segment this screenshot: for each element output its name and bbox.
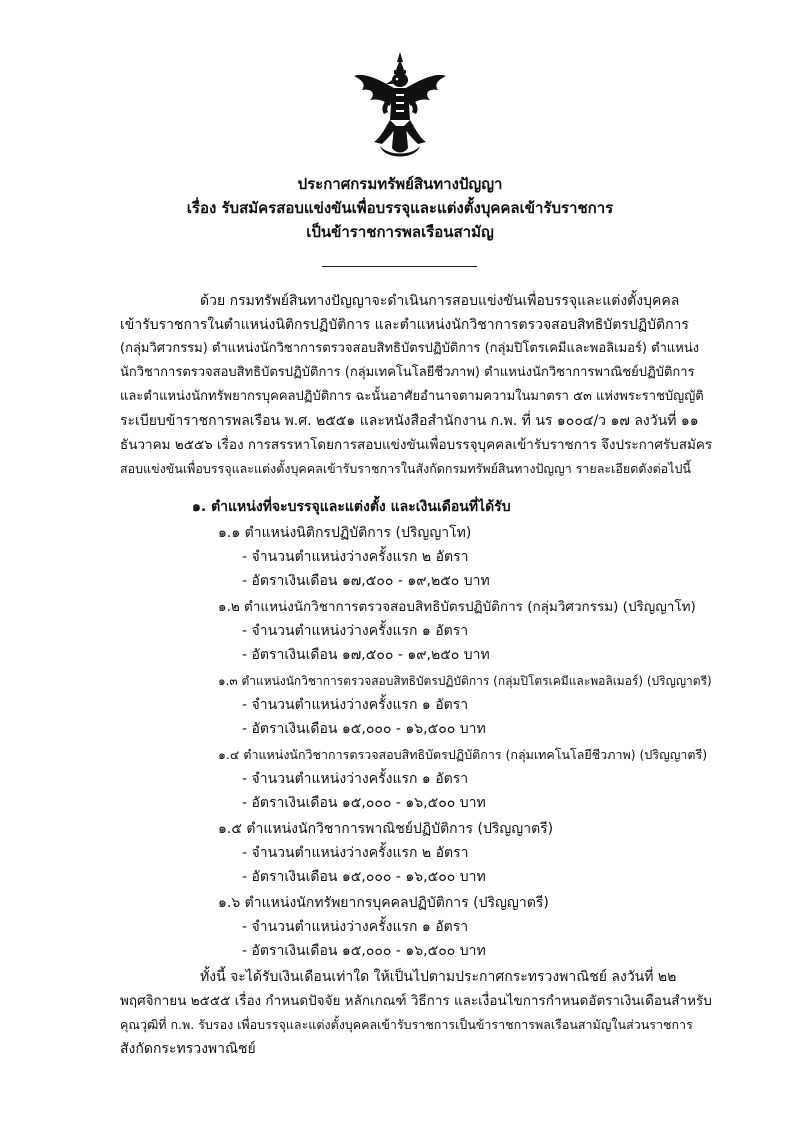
header-divider: [322, 266, 477, 267]
announcement-header: [0, 172, 800, 244]
intro-line: และตำแหน่งนักทรัพยากรบุคคลปฏิบัติการ ฉะนั้นอาศัยอำนาจตามความในมาตรา ๕๓ แห่งพระราชบัญญัติ: [120, 389, 704, 404]
position-title: ๑.๕ ตำแหน่งนักวิชาการพาณิชย์ปฏิบัติการ (ปริญญาตรี): [218, 821, 554, 837]
position-title: ๑.๒ ตำแหน่งนักวิชาการตรวจสอบสิทธิบัตรปฏิบัติการ (กลุ่มวิศวกรรม) (ปริญญาโท): [218, 599, 696, 615]
position-salary: - อัตราเงินเดือน ๑๕,๐๐๐ - ๑๖,๕๐๐ บาท: [242, 943, 486, 959]
announcement-title: ประกาศกรมทรัพย์สินทางปัญญา: [297, 175, 503, 193]
intro-line: เข้ารับราชการในตำแหน่งนิติกรปฏิบัติการ และตำแหน่งนักวิชาการตรวจสอบสิทธิบัตรปฏิบัติการ: [120, 317, 689, 333]
announcement-subject: เรื่อง รับสมัครสอบแข่งขันเพื่อบรรจุและแต่งตั้งบุคคลเข้ารับราชการ: [186, 199, 614, 217]
position-salary: - อัตราเงินเดือน ๑๗,๕๐๐ - ๑๙,๒๕๐ บาท: [242, 573, 490, 589]
position-salary: - อัตราเงินเดือน ๑๕,๐๐๐ - ๑๖,๕๐๐ บาท: [242, 795, 486, 811]
intro-line: ธันวาคม ๒๕๕๖ เรื่อง การสรรหาโดยการสอบแข่งขันเพื่อบรรจุบุคคลเข้ารับราชการ จึงประกาศรับสมัคร: [120, 437, 713, 453]
section-1-title: ๑. ตำแหน่งที่จะบรรจุและแต่งตั้ง และเงินเดือนที่ได้รับ: [192, 499, 511, 515]
position-title: ๑.๓ ตำแหน่งนักวิชาการตรวจสอบสิทธิบัตรปฏิบัติการ (กลุ่มปิโตรเคมีและพอลิเมอร์) (ปริญญาตรี): [218, 674, 712, 688]
position-title: ๑.๑ ตำแหน่งนิติกรปฏิบัติการ (ปริญญาโท): [218, 525, 472, 541]
position-salary: - อัตราเงินเดือน ๑๕,๐๐๐ - ๑๖,๕๐๐ บาท: [242, 721, 486, 737]
intro-line: สอบแข่งขันเพื่อบรรจุและแต่งตั้งบุคคลเข้ารับราชการในสังกัดกรมทรัพย์สินทางปัญญา รายละเอียดดังต่อไปนี้: [120, 461, 691, 476]
announcement-subject-cont: เป็นข้าราชการพลเรือนสามัญ: [306, 223, 494, 241]
position-vacancy: - จำนวนตำแหน่งว่างครั้งแรก ๑ อัตรา: [242, 697, 469, 713]
closing-line: ทั้งนี้ จะได้รับเงินเดือนเท่าใด ให้เป็นไปตามประกาศกระทรวงพาณิชย์ ลงวันที่ ๒๒: [200, 969, 677, 985]
intro-line: ระเบียบข้าราชการพลเรือน พ.ศ. ๒๕๕๑ และหนังสือสำนักงาน ก.พ. ที่ นร ๑๐๐๔/ว ๑๗ ลงวันที่ ๑๑: [120, 413, 699, 429]
position-title: ๑.๔ ตำแหน่งนักวิชาการตรวจสอบสิทธิบัตรปฏิบัติการ (กลุ่มเทคโนโลยีชีวภาพ) (ปริญญาตรี): [218, 747, 708, 762]
intro-line: ด้วย กรมทรัพย์สินทางปัญญาจะดำเนินการสอบแข่งขันเพื่อบรรจุและแต่งตั้งบุคคล: [200, 293, 680, 309]
position-title: ๑.๖ ตำแหน่งนักทรัพยากรบุคคลปฏิบัติการ (ปริญญาตรี): [218, 895, 549, 911]
position-vacancy: - จำนวนตำแหน่งว่างครั้งแรก ๑ อัตรา: [242, 771, 469, 787]
position-salary: - อัตราเงินเดือน ๑๗,๕๐๐ - ๑๙,๒๕๐ บาท: [242, 647, 490, 663]
garuda-emblem-icon: [350, 50, 450, 165]
closing-line: สังกัดกระทรวงพาณิชย์: [120, 1041, 256, 1057]
position-vacancy: - จำนวนตำแหน่งว่างครั้งแรก ๒ อัตรา: [242, 549, 469, 565]
position-vacancy: - จำนวนตำแหน่งว่างครั้งแรก ๒ อัตรา: [242, 845, 469, 861]
position-salary: - อัตราเงินเดือน ๑๕,๐๐๐ - ๑๖,๕๐๐ บาท: [242, 869, 486, 885]
closing-line: คุณวุฒิที่ ก.พ. รับรอง เพื่อบรรจุและแต่งตั้งบุคคลเข้ารับราชการเป็นข้าราชการพลเรือนสามัญในส่วนราชการ: [120, 1017, 693, 1032]
position-vacancy: - จำนวนตำแหน่งว่างครั้งแรก ๑ อัตรา: [242, 623, 469, 639]
intro-line: นักวิชาการตรวจสอบสิทธิบัตรปฏิบัติการ (กลุ่มเทคโนโลยีชีวภาพ) ตำแหน่งนักวิชาการพาณิชย์ปฏิบัติการ: [120, 365, 695, 380]
closing-line: พฤศจิกายน ๒๕๕๕ เรื่อง กำหนดปัจจัย หลักเกณฑ์ วิธีการ และเงื่อนไขการกำหนดอัตราเงินเดือนสำหรับ: [120, 993, 712, 1009]
intro-line: (กลุ่มวิศวกรรม) ตำแหน่งนักวิชาการตรวจสอบสิทธิบัตรปฏิบัติการ (กลุ่มปิโตรเคมีและพอลิเมอร์) ตำแหน่ง: [120, 341, 700, 356]
position-vacancy: - จำนวนตำแหน่งว่างครั้งแรก ๑ อัตรา: [242, 919, 469, 935]
